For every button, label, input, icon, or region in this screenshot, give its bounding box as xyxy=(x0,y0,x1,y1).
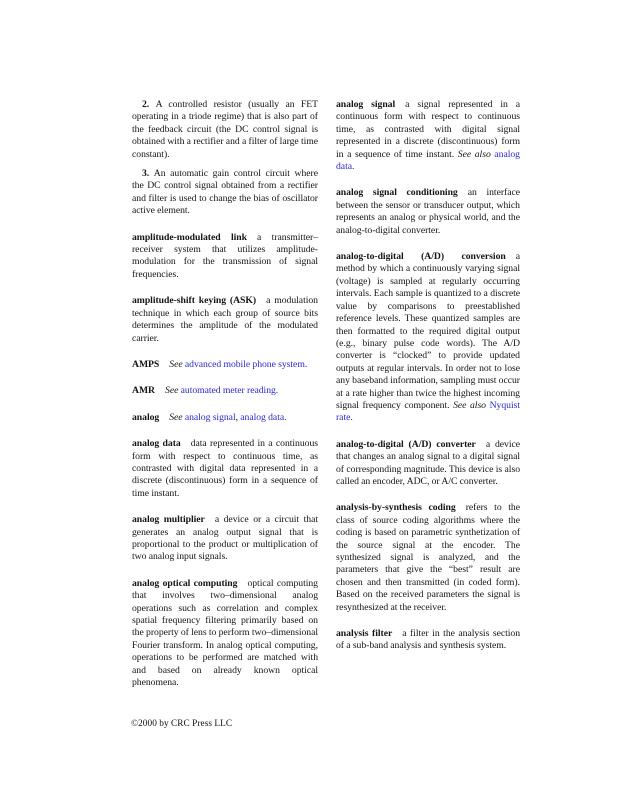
numbered-paragraph xyxy=(132,99,318,161)
glossary-entry xyxy=(132,295,318,345)
right-column xyxy=(336,99,520,653)
see-reference: See also xyxy=(453,399,490,411)
see-reference: See xyxy=(169,358,185,370)
glossary-entry xyxy=(336,502,520,614)
entry-term: analog xyxy=(132,411,160,423)
glossary-entry xyxy=(132,578,318,690)
glossary-entry xyxy=(336,439,520,489)
glossary-entry xyxy=(336,628,520,653)
left-column xyxy=(132,99,318,689)
see-reference: See xyxy=(169,411,185,423)
glossary-entry xyxy=(336,251,520,425)
entry-term: analog data xyxy=(132,438,181,450)
entry-term: AMPS xyxy=(132,358,160,370)
cross-reference-link[interactable]: analog data. xyxy=(336,148,520,173)
glossary-entry xyxy=(132,514,318,564)
see-reference: See also xyxy=(457,148,495,160)
definition-text: a device that changes an analog signal to a digital signal of corresponding magnitude. This device is also called an encoder, ADC, or A/C converter. xyxy=(336,438,520,487)
page-footer: ©2000 by CRC Press LLC xyxy=(131,719,233,729)
definition-text: optical computing that involves two–dimensional analog operations such as correlation and complex spatial frequency filtering primarily based on the property of lens to perform two–dimensional Fourier transform. In analog optical computing, operations to be performed are matched with and based on already known optical phenomena. xyxy=(132,577,318,689)
glossary-entry xyxy=(336,99,520,173)
entry-term: analog-to-digital (A/D) conversion xyxy=(336,251,506,263)
cross-reference-link[interactable]: advanced mobile phone system. xyxy=(184,358,308,370)
entry-term: AMR xyxy=(132,385,156,397)
cross-reference-link[interactable]: analog signal xyxy=(184,411,236,423)
definition-text: An automatic gain control circuit where the DC control signal obtained from a rectifier and filter is used to change the bias of oscillator active element. xyxy=(132,168,318,217)
entry-term: analog signal conditioning xyxy=(336,187,458,199)
glossary-entry xyxy=(132,438,318,500)
glossary-entry xyxy=(336,187,520,237)
definition-text: A controlled resistor (usually an FET operating in a triode regime) that is also part of the feedback circuit (the DC control signal is obtained with a rectifier and a filter of large time constant). xyxy=(132,99,318,160)
entry-term: analog multiplier xyxy=(132,514,205,526)
cross-reference-link[interactable]: analog data. xyxy=(240,411,287,423)
list-number: 2. xyxy=(142,99,156,110)
definition-text: a signal represented in a continuous form with respect to continuous time, as contrasted with digital signal represented in a discrete (discontinuous) form in a sequence of time instant. xyxy=(336,99,520,160)
entry-term: analog optical computing xyxy=(132,577,238,589)
numbered-paragraph xyxy=(132,168,318,218)
glossary-entry xyxy=(132,412,318,424)
entry-term: analog signal xyxy=(336,99,396,110)
entry-term: analysis-by-synthesis coding xyxy=(336,502,456,514)
definition-text: , xyxy=(235,411,241,423)
definition-text: a modulation technique in which each group of source bits determines the amplitude of the modulated carrier. xyxy=(132,295,318,344)
definition-text: refers to the class of source coding algorithms where the coding is based on parametric synthetization of the source signal at the encoder. The synthesized signal is analyzed, and the parameters that give the “best” result are chosen and then transmitted (in coded form). Based on the received parameters the signal is resynthesized at the receiver. xyxy=(336,502,520,613)
see-reference: See xyxy=(165,385,181,397)
cross-reference-link[interactable]: automated meter reading. xyxy=(180,385,279,397)
glossary-entry xyxy=(132,359,318,371)
definition-text: a method by which a continuously varying signal (voltage) is sampled at regularly occurring intervals. Each sample is quantized to a discrete value by comparisons to preestablished reference levels. These quantized samples are then formatted to the required digital output (e.g., binary pulse code words). The A/D converter is “clocked” to provide updated outputs at regular intervals. In order not to lose any baseband information, sampling must occur at a rate higher than twice the highest incoming signal frequency component. xyxy=(336,251,520,411)
entry-term: analog-to-digital (A/D) converter xyxy=(336,438,476,450)
cross-reference-link[interactable]: Nyquist rate. xyxy=(336,399,520,424)
definition-text: a filter in the analysis section of a sub-band analysis and synthesis system. xyxy=(336,628,521,652)
entry-term: amplitude-modulated link xyxy=(132,231,247,243)
entry-term: analysis filter xyxy=(336,628,393,640)
definition-text: a device or a circuit that generates an analog output signal that is proportional to the product or multiplication of two analog input signals. xyxy=(132,514,318,563)
definition-text: an interface between the sensor or transducer output, which represents an analog or physical world, and the analog-to-digital converter. xyxy=(336,187,520,236)
glossary-entry xyxy=(132,385,318,397)
list-number: 3. xyxy=(142,168,154,180)
entry-term: amplitude-shift keying (ASK) xyxy=(132,295,257,307)
glossary-entry xyxy=(132,232,318,282)
definition-text: a transmitter–receiver system that utilizes amplitude-modulation for the transmission of signal frequencies. xyxy=(132,231,318,280)
definition-text: data represented in a continuous form with respect to continuous time, as contrasted with digital data represented in a discrete (discontinuous) form in a sequence of time instant. xyxy=(132,438,318,499)
